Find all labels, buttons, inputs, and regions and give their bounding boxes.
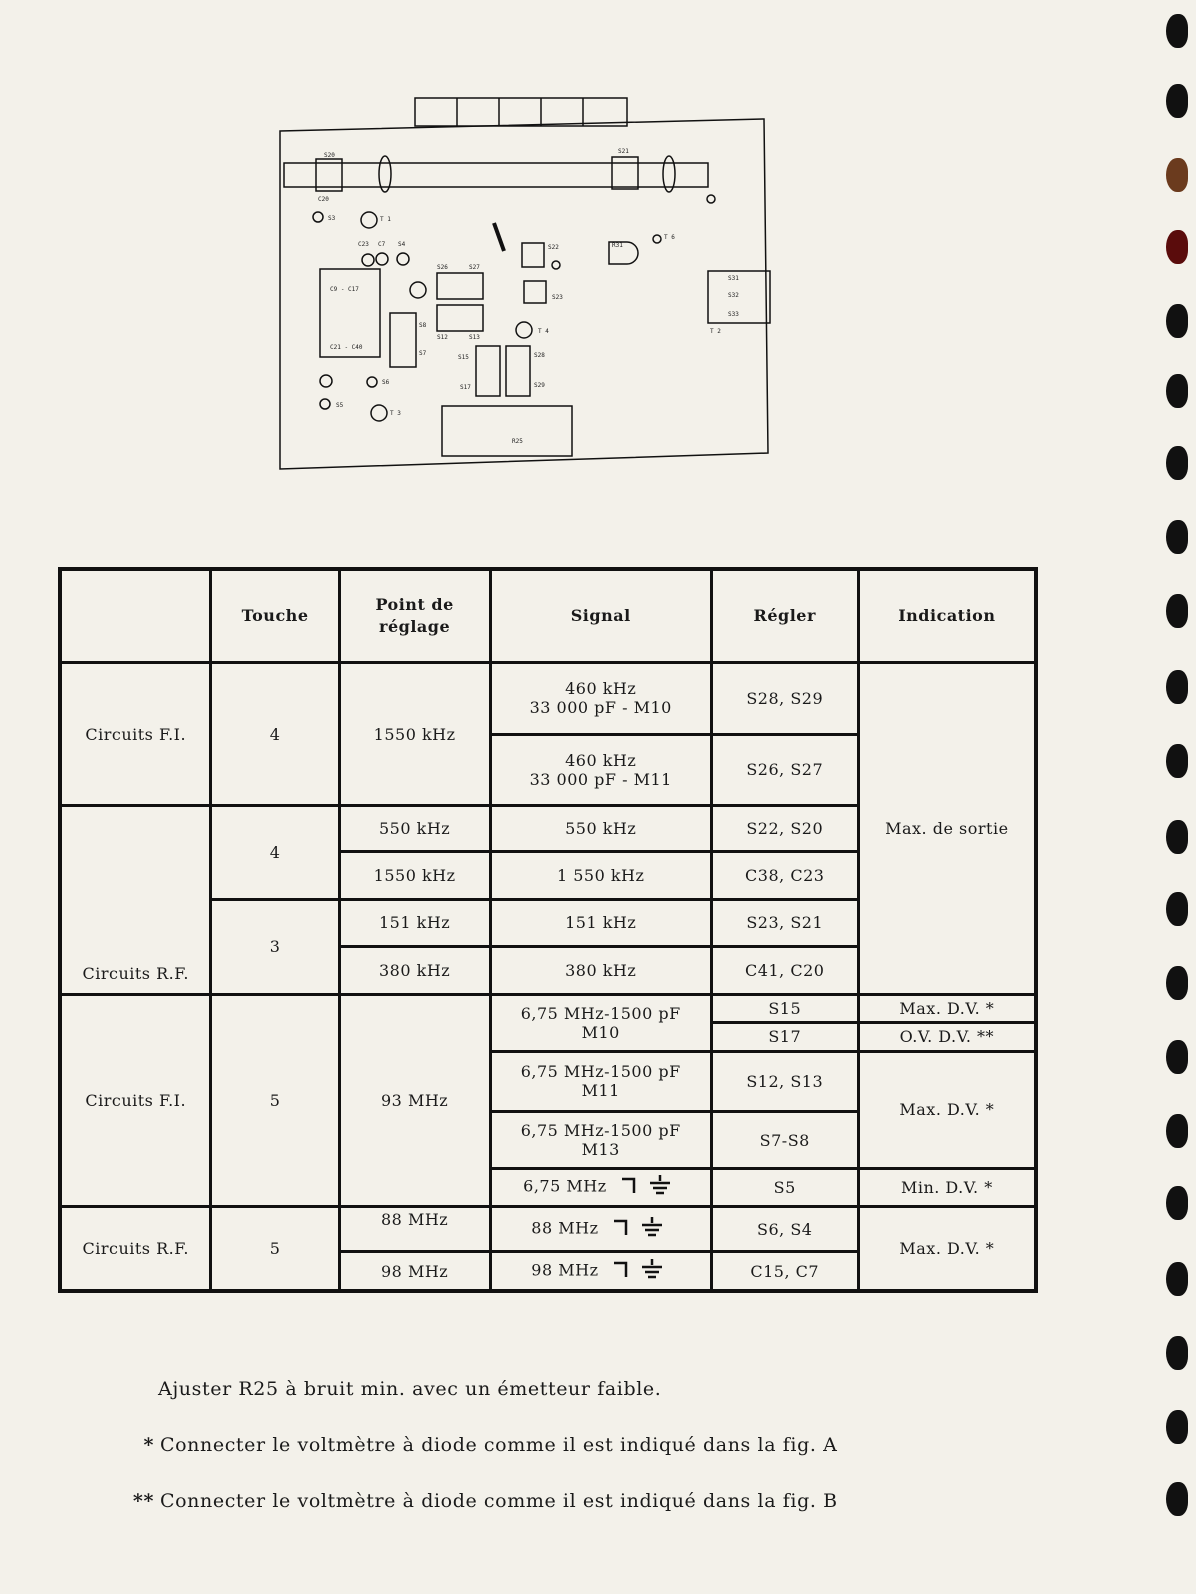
regler-cell: S17 <box>711 1023 858 1051</box>
indication-cell: Max. de sortie <box>858 662 1036 994</box>
note-fig-b-text: Connecter le voltmètre à diode comme il est indiqué dans la fig. B <box>160 1490 838 1512</box>
label-s32: S32 <box>728 292 739 299</box>
diagram-labels <box>318 148 739 445</box>
label-c21-c40: C21 - C40 <box>330 344 363 351</box>
label-s28: S28 <box>534 352 545 359</box>
label-c9-c17: C9 - C17 <box>330 286 359 293</box>
alignment-table <box>58 567 1038 1293</box>
group-cell: Circuits R.F. <box>60 1206 211 1291</box>
signal-cell <box>490 1206 711 1252</box>
header-empty <box>60 569 211 662</box>
note-ajuster: Ajuster R25 à bruit min. avec un émetteur faible. <box>158 1378 662 1400</box>
point-cell: 1550 kHz <box>339 662 490 805</box>
group-cell: Circuits F.I. <box>60 662 211 805</box>
regler-cell: S26, S27 <box>711 734 858 806</box>
double-asterisk-mark: ** <box>132 1490 154 1512</box>
note-fig-a-text: Connecter le voltmètre à diode comme il est indiqué dans la fig. A <box>160 1434 838 1456</box>
label-t2: T 2 <box>710 328 721 335</box>
signal-cell: 380 kHz <box>490 947 711 995</box>
header-signal: Signal <box>490 569 711 662</box>
label-c23: C23 <box>358 241 369 248</box>
label-s17: S17 <box>460 384 471 391</box>
point-cell: 151 kHz <box>339 899 490 947</box>
label-c7: C7 <box>378 241 386 248</box>
label-s7: S7 <box>419 350 427 357</box>
note-fig-b <box>120 1490 838 1512</box>
signal-value: 98 MHz <box>531 1260 599 1280</box>
label-s8: S8 <box>419 322 427 329</box>
label-s6: S6 <box>382 379 390 386</box>
regler-cell: S12, S13 <box>711 1051 858 1112</box>
table-row <box>60 995 1036 1023</box>
header-point: Point de réglage <box>339 569 490 662</box>
indication-cell: O.V. D.V. ** <box>858 1023 1036 1051</box>
indication-cell: Max. D.V. * <box>858 1206 1036 1291</box>
point-cell: 1550 kHz <box>339 851 490 899</box>
group-cell: Circuits R.F. <box>60 806 211 995</box>
label-t3: T 3 <box>390 410 401 417</box>
label-s27: S27 <box>469 264 480 271</box>
signal-cell: 460 kHz 33 000 pF - M11 <box>490 734 711 806</box>
header-touche: Touche <box>211 569 339 662</box>
label-s13: S13 <box>469 334 480 341</box>
table-row <box>60 662 1036 734</box>
label-r25: R25 <box>512 438 523 445</box>
label-t1: T 1 <box>380 216 391 223</box>
regler-cell: S5 <box>711 1168 858 1206</box>
ground-switch-icon <box>612 1257 670 1285</box>
label-s23: S23 <box>552 294 563 301</box>
label-c20: C20 <box>318 196 329 203</box>
ground-switch-icon <box>612 1215 670 1243</box>
label-s3: S3 <box>328 215 336 222</box>
indication-cell: Max. D.V. * <box>858 1051 1036 1168</box>
signal-cell: 6,75 MHz-1500 pF M13 <box>490 1112 711 1168</box>
touche-cell: 5 <box>211 995 339 1207</box>
label-s12: S12 <box>437 334 448 341</box>
touche-cell: 3 <box>211 899 339 995</box>
touche-cell: 5 <box>211 1206 339 1291</box>
regler-cell: C15, C7 <box>711 1252 858 1291</box>
table-row <box>60 1206 1036 1252</box>
signal-cell: 6,75 MHz-1500 pF M11 <box>490 1051 711 1112</box>
point-cell: 93 MHz <box>339 995 490 1207</box>
label-s15: S15 <box>458 354 469 361</box>
regler-cell: S23, S21 <box>711 899 858 947</box>
label-r31: R31 <box>612 242 623 249</box>
indication-cell: Max. D.V. * <box>858 995 1036 1023</box>
regler-cell: S6, S4 <box>711 1206 858 1252</box>
point-cell: 380 kHz <box>339 947 490 995</box>
asterisk-mark: * <box>143 1434 154 1456</box>
label-s29: S29 <box>534 382 545 389</box>
regler-cell: S22, S20 <box>711 806 858 852</box>
signal-cell: 1 550 kHz <box>490 851 711 899</box>
signal-cell <box>490 1252 711 1291</box>
signal-value: 88 MHz <box>531 1218 599 1238</box>
group-cell: Circuits F.I. <box>60 995 211 1207</box>
regler-cell: C38, C23 <box>711 851 858 899</box>
label-t6: T 6 <box>664 234 675 241</box>
touche-cell: 4 <box>211 662 339 805</box>
note-fig-a <box>120 1434 837 1456</box>
signal-cell: 151 kHz <box>490 899 711 947</box>
signal-cell: 6,75 MHz-1500 pF M10 <box>490 995 711 1051</box>
label-s20: S20 <box>324 152 335 159</box>
ground-switch-icon <box>620 1173 678 1201</box>
signal-value: 6,75 MHz <box>523 1176 607 1196</box>
signal-cell: 460 kHz 33 000 pF - M10 <box>490 662 711 734</box>
touche-cell: 4 <box>211 806 339 899</box>
label-s4: S4 <box>398 241 406 248</box>
signal-cell: 550 kHz <box>490 806 711 852</box>
regler-cell: C41, C20 <box>711 947 858 995</box>
pcb-drawing <box>276 93 782 481</box>
label-t4: T 4 <box>538 328 549 335</box>
label-s21: S21 <box>618 148 629 155</box>
header-indication: Indication <box>858 569 1036 662</box>
regler-cell: S15 <box>711 995 858 1023</box>
pcb-layout-diagram <box>276 93 782 481</box>
indication-cell: Min. D.V. * <box>858 1168 1036 1206</box>
header-regler: Régler <box>711 569 858 662</box>
table-header-row <box>60 569 1036 662</box>
label-s26: S26 <box>437 264 448 271</box>
point-cell: 550 kHz <box>339 806 490 852</box>
label-s5: S5 <box>336 402 344 409</box>
label-s33: S33 <box>728 311 739 318</box>
label-s31: S31 <box>728 275 739 282</box>
signal-cell <box>490 1168 711 1206</box>
regler-cell: S28, S29 <box>711 662 858 734</box>
point-cell: 88 MHz <box>339 1206 490 1252</box>
label-s22: S22 <box>548 244 559 251</box>
regler-cell: S7-S8 <box>711 1112 858 1168</box>
point-cell: 98 MHz <box>339 1252 490 1291</box>
